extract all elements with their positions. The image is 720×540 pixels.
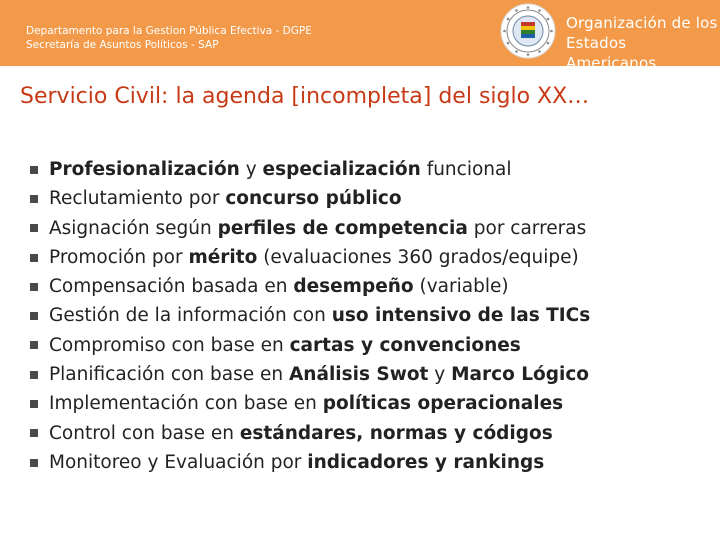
bullet-square-icon: [30, 166, 38, 174]
bullet-item: [30, 155, 710, 184]
bullet-text: [49, 243, 579, 272]
bullet-item: [30, 331, 710, 360]
bullet-list: [30, 155, 710, 477]
bullet-text-part: Reclutamiento por: [49, 188, 226, 210]
bullet-item: [30, 419, 710, 448]
bullet-text-part: Monitoreo y Evaluación por: [49, 451, 308, 473]
bullet-text: [49, 448, 544, 477]
org-name-line1: Organización de los: [566, 14, 718, 32]
bullet-text: [49, 331, 521, 360]
bullet-item: [30, 184, 710, 213]
bullet-text-part: (variable): [413, 276, 509, 298]
bullet-square-icon: [30, 429, 38, 437]
bullet-item: [30, 360, 710, 389]
bullet-text-part: y: [239, 159, 263, 180]
bullet-text: [49, 214, 586, 243]
bullet-text: [49, 389, 563, 418]
bullet-item: [30, 448, 710, 477]
bullet-square-icon: [30, 459, 38, 467]
bullet-emphasis: especialización: [262, 159, 421, 180]
bullet-text-part: Gestión de la información con: [49, 305, 332, 327]
oas-seal-icon: [500, 3, 556, 59]
bullet-emphasis: estándares, normas y códigos: [239, 422, 553, 444]
bullet-item: [30, 243, 710, 272]
bullet-emphasis: cartas y convenciones: [289, 334, 521, 356]
bullet-square-icon: [30, 312, 38, 320]
bullet-text-part: (evaluaciones 360 grados/equipe): [257, 246, 579, 268]
bullet-text-part: por carreras: [467, 217, 587, 239]
bullet-square-icon: [30, 254, 38, 262]
bullet-square-icon: [30, 224, 38, 232]
bullet-text-part: Implementación con base en: [49, 393, 323, 415]
bullet-text-part: Promoción por: [49, 246, 189, 268]
bullet-text-part: Planificación con base en: [49, 364, 289, 386]
bullet-text-part: y: [428, 364, 452, 386]
organization-name: [566, 13, 720, 73]
bullet-emphasis: perfiles de competencia: [217, 217, 468, 239]
department-info: [26, 24, 312, 52]
bullet-text-part: Asignación según: [49, 217, 218, 239]
bullet-emphasis: Marco Lógico: [451, 364, 590, 386]
bullet-text: [49, 419, 553, 448]
bullet-item: [30, 214, 710, 243]
bullet-text-part: funcional: [420, 159, 512, 180]
bullet-text-part: Control con base en: [49, 422, 240, 444]
bullet-square-icon: [30, 341, 38, 349]
bullet-emphasis: Profesionalización: [49, 159, 240, 180]
bullet-item: [30, 272, 710, 301]
bullet-text: [49, 155, 512, 184]
bullet-square-icon: [30, 195, 38, 203]
bullet-emphasis: políticas operacionales: [322, 393, 564, 415]
bullet-emphasis: indicadores y rankings: [307, 451, 545, 473]
bullet-text: [49, 184, 402, 213]
bullet-emphasis: mérito: [188, 246, 258, 268]
bullet-emphasis: Análisis Swot: [288, 364, 429, 386]
bullet-emphasis: desempeño: [293, 276, 414, 298]
bullet-text: [49, 272, 509, 301]
department-line: Departamento para la Gestion Pública Efectiva - DGPE: [26, 25, 312, 37]
bullet-item: [30, 301, 710, 330]
bullet-text: [49, 301, 590, 330]
bullet-text-part: Compensación basada en: [49, 276, 294, 298]
bullet-text: [49, 360, 589, 389]
bullet-emphasis: concurso público: [225, 188, 402, 210]
bullet-square-icon: [30, 283, 38, 291]
bullet-square-icon: [30, 400, 38, 408]
bullet-square-icon: [30, 371, 38, 379]
slide-title: Servicio Civil: la agenda [incompleta] del siglo XX…: [20, 84, 590, 109]
bullet-text-part: Compromiso con base en: [49, 334, 290, 356]
bullet-emphasis: uso intensivo de las TICs: [331, 305, 591, 327]
org-name-line2: Estados Americanos: [566, 34, 657, 72]
secretariat-line: Secretaría de Asuntos Políticos - SAP: [26, 39, 219, 51]
header-banner: [0, 0, 720, 72]
bullet-item: [30, 389, 710, 418]
